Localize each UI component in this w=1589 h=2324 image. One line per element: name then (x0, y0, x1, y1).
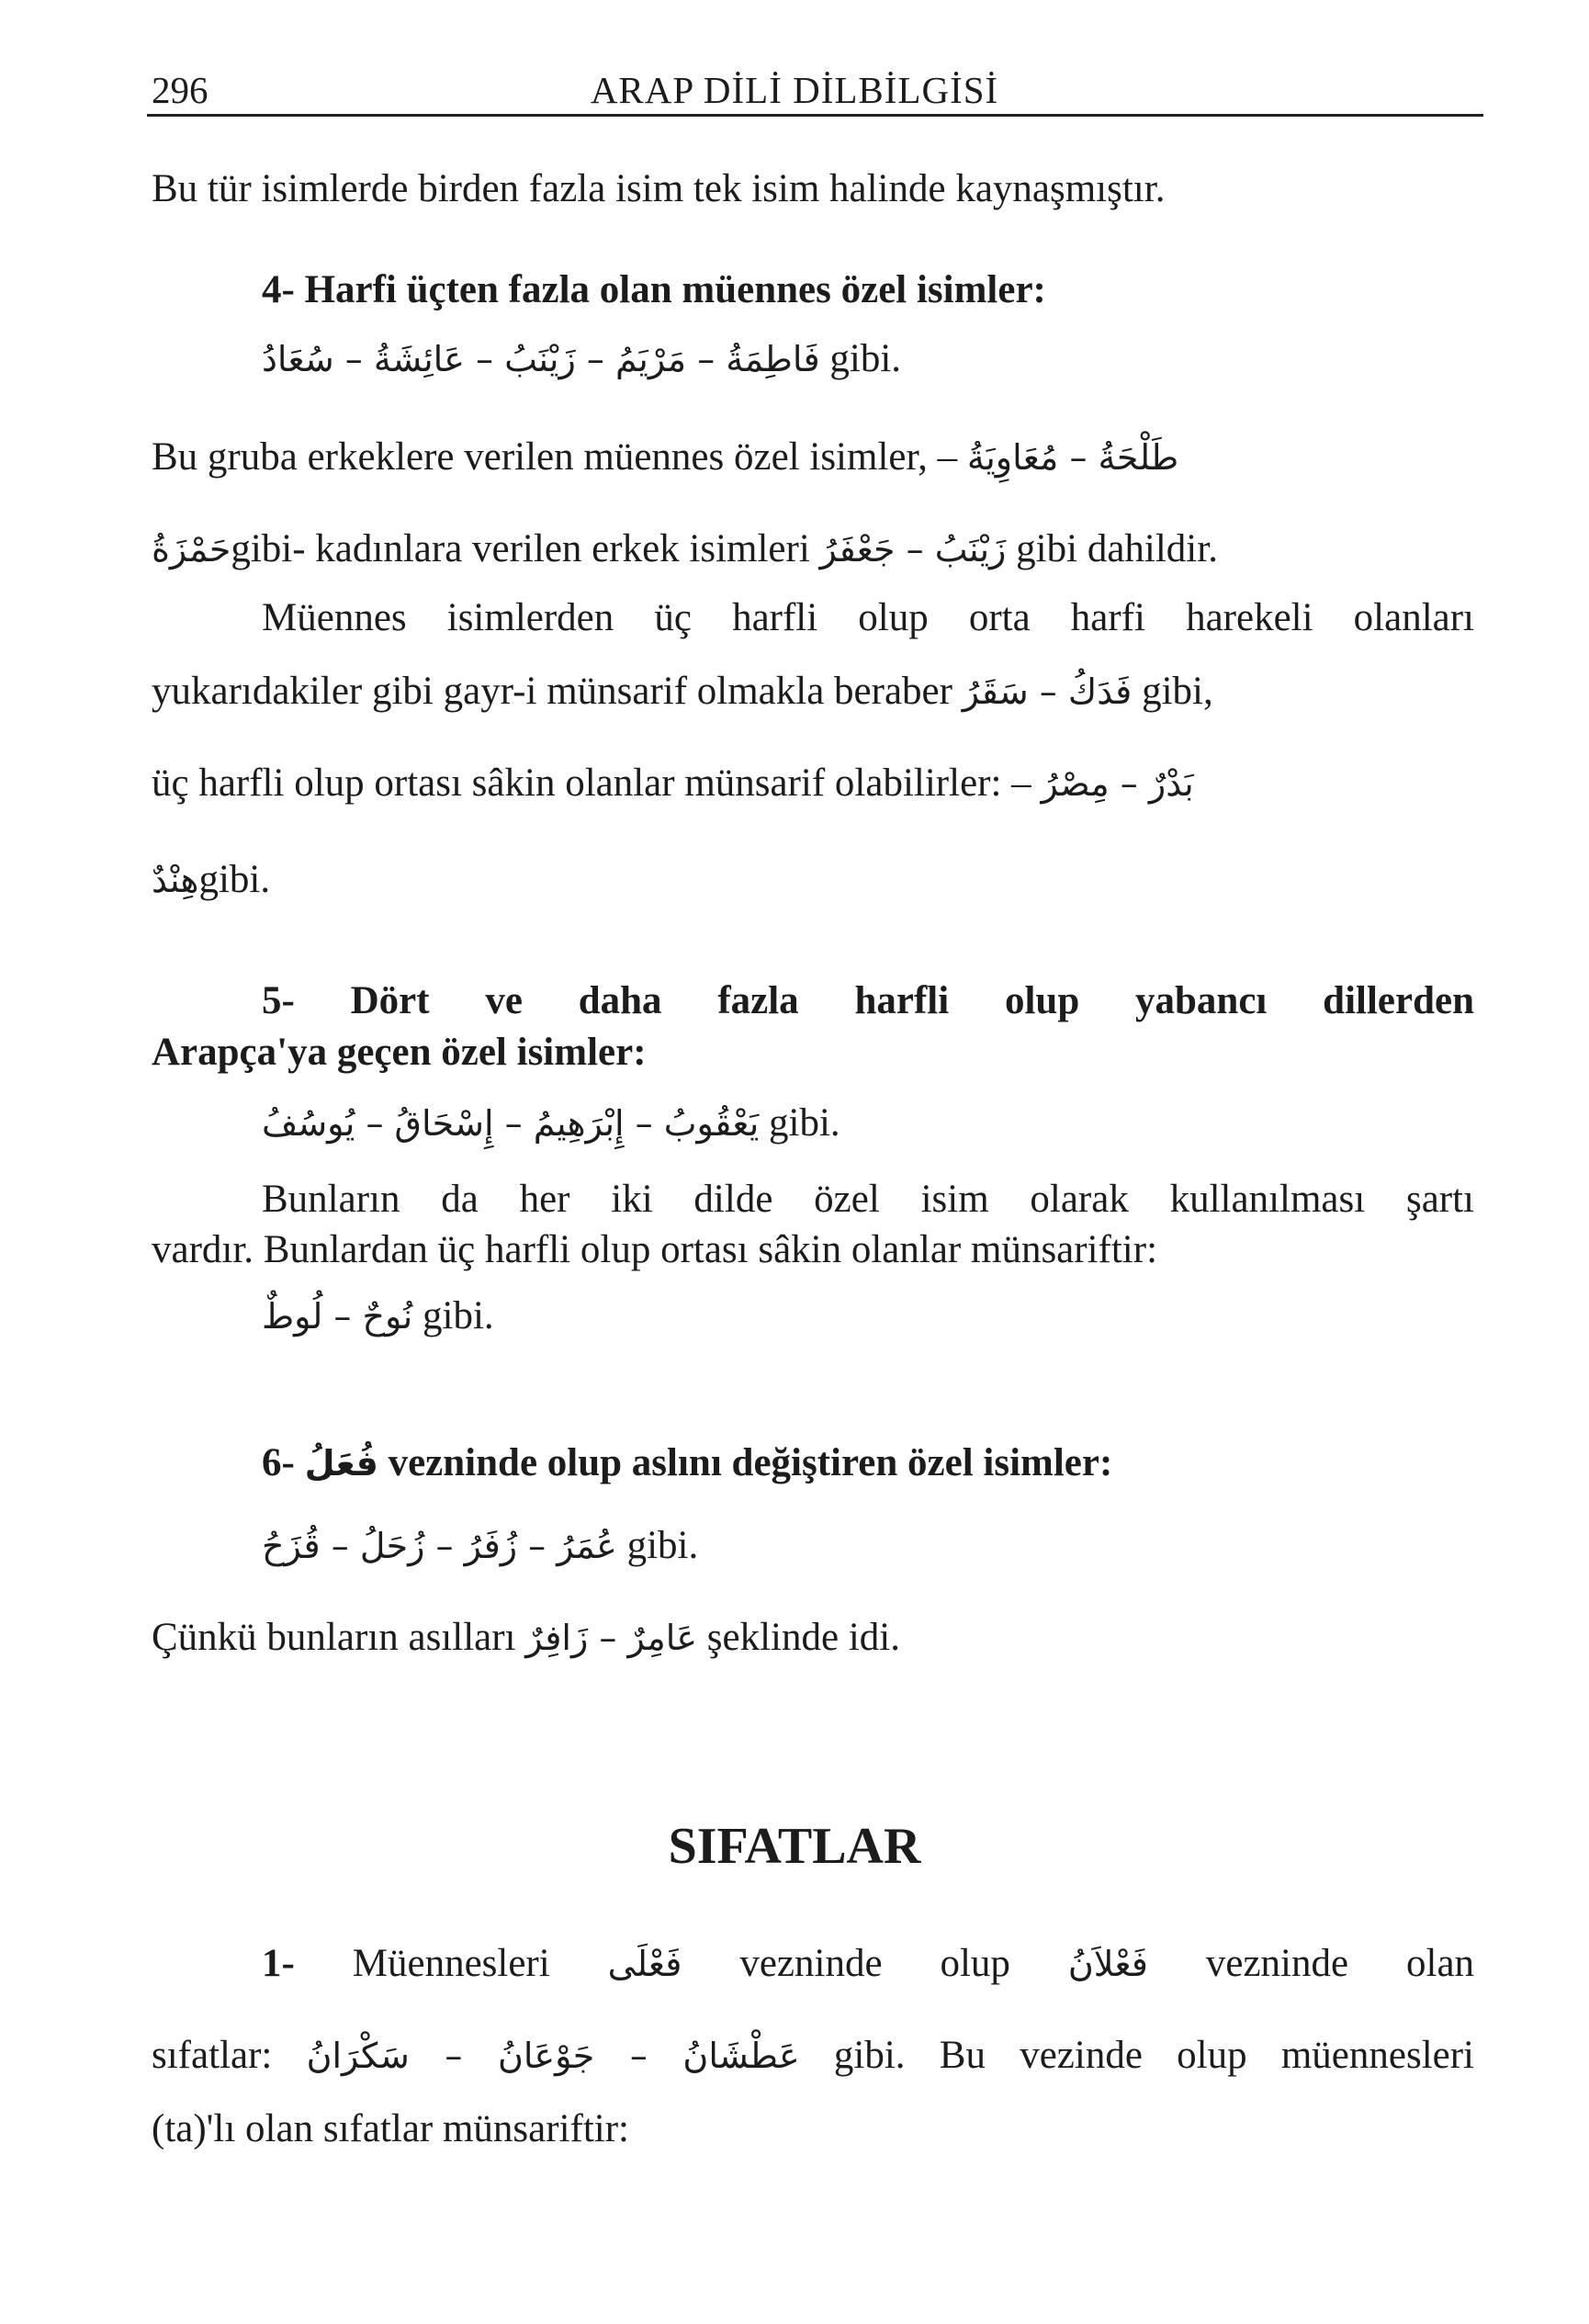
paragraph-line (152, 524, 1218, 575)
paragraph-line: vardır. Bunlardan üç harfli olup ortası sâkin olanlar münsariftir: (152, 1228, 1158, 1271)
example-line-4 (262, 333, 901, 385)
text-span: gibi, (1142, 670, 1213, 713)
header-rule (147, 114, 1483, 117)
text-span: vezninde olan (1205, 1942, 1475, 1985)
arabic-example: فَدَكُ – سَقَرُ (962, 671, 1133, 712)
arabic-example: عَامِرٌ – زَافِرٌ (525, 1618, 698, 1658)
text-span: gibi dahildir. (1016, 527, 1218, 570)
arabic-pattern: فُعَلُ (304, 1443, 378, 1484)
arabic-example: حَمْزَةُ (152, 529, 231, 570)
text-span: sıfatlar: (152, 2034, 273, 2077)
arabic-example: نُوحٌ – لُوطٌ (262, 1296, 413, 1337)
heading-text: vezninde olup aslını değiştiren özel isimler: (388, 1441, 1113, 1484)
section-title: SIFATLAR (668, 1818, 921, 1875)
example-line-5 (262, 1098, 840, 1149)
paragraph-line (262, 1938, 1474, 1990)
example-tail: gibi. (626, 1524, 699, 1567)
text-span: Müennesleri (352, 1942, 550, 1985)
section-heading-6 (262, 1438, 1112, 1489)
arabic-example: زَيْنَبُ – جَعْفَرُ (819, 529, 1007, 570)
paragraph-line (152, 1612, 900, 1664)
text-span: şeklinde idi. (706, 1616, 900, 1659)
page-number: 296 (152, 69, 208, 111)
text-span: üç harfli olup ortası sâkin olanlar münsarif olabilirler: – (152, 762, 1031, 805)
arabic-example: هِنْدٌ (152, 860, 199, 900)
paragraph-line (152, 666, 1213, 717)
text-span: Bu gruba erkeklere verilen müennes özel isimler, – (152, 435, 958, 479)
text-span: Çünkü bunların asılları (152, 1616, 516, 1659)
arabic-example: عُمَرُ – زُفَرُ – زُحَلُ – قُزَحُ (262, 1526, 617, 1566)
section-heading-5-cont: Arapça'ya geçen özel isimler: (152, 1031, 647, 1074)
example-line-7 (262, 1520, 698, 1572)
arabic-example: عَطْشَانُ – جَوْعَانُ – سَكْرَانُ (306, 2036, 800, 2076)
text-span: vezninde olup (739, 1942, 1010, 1985)
paragraph-line (152, 432, 1474, 483)
arabic-example: بَدْرٌ – مِصْرُ (1041, 763, 1194, 804)
paragraph-line (152, 2030, 1474, 2081)
paragraph-line (152, 758, 1194, 809)
text-span: yukarıdakiler gibi gayr-i münsarif olmakla beraber (152, 670, 952, 713)
item-number: 1- (262, 1942, 295, 1985)
text-span: gibi- kadınlara verilen erkek isimleri (231, 527, 810, 570)
example-tail: gibi. (769, 1101, 840, 1145)
paragraph-line (152, 854, 270, 906)
example-line-6 (262, 1291, 494, 1342)
heading-number: 6- (262, 1441, 295, 1484)
arabic-pattern: فَعْلاَنُ (1067, 1944, 1148, 1984)
paragraph-line: Bunların da her iki dilde özel isim olarak kullanılması şartı (262, 1178, 1474, 1221)
section-heading-4: 4- Harfi üçten fazla olan müennes özel isimler: (262, 268, 1046, 311)
arabic-pattern: فَعْلَى (607, 1944, 682, 1984)
text-span: gibi. (198, 858, 271, 901)
example-tail: gibi. (423, 1294, 494, 1337)
text-span: gibi. Bu vezinde olup müennesleri (833, 2034, 1475, 2077)
example-tail: gibi. (829, 337, 902, 380)
section-heading-5: 5- Dört ve daha fazla harfli olup yabancı dillerden (262, 979, 1474, 1022)
paragraph-line: Bu tür isimlerde birden fazla isim tek isim halinde kaynaşmıştır. (152, 167, 1166, 210)
running-title: ARAP DİLİ DİLBİLGİSİ (590, 69, 999, 111)
arabic-example: فَاطِمَةُ – مَرْيَمُ – زَيْنَبُ – عَائِشَةُ – سُعَادُ (262, 339, 820, 379)
arabic-example: يَعْقُوبُ – إِبْرَهِيمُ – إِسْحَاقُ – يُوسُفُ (262, 1103, 760, 1144)
arabic-example: طَلْحَةُ – مُعَاوِيَةُ (966, 437, 1179, 478)
paragraph-line: Müennes isimlerden üç harfli olup orta harfi harekeli olanları (262, 596, 1474, 639)
paragraph-line: (ta)'lı olan sıfatlar münsariftir: (152, 2107, 629, 2150)
